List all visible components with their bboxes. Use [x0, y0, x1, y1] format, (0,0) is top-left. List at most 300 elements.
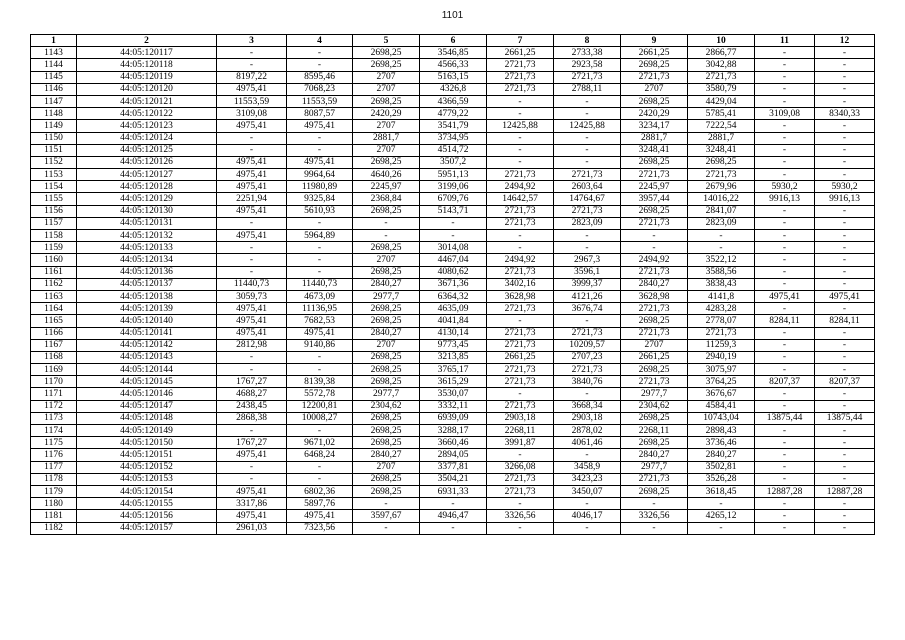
table-cell: - — [815, 449, 875, 461]
table-cell: 44:05:120125 — [77, 144, 217, 156]
table-cell: 3838,43 — [688, 278, 755, 290]
table-cell: 2881,7 — [353, 132, 420, 144]
table-cell: 2698,25 — [621, 156, 688, 168]
table-cell: 13875,44 — [815, 412, 875, 424]
table-cell: 4046,17 — [554, 510, 621, 522]
table-cell: - — [815, 522, 875, 534]
table-cell: - — [353, 217, 420, 229]
table-cell: - — [815, 47, 875, 59]
table-cell: - — [755, 169, 815, 181]
table-cell: 2661,25 — [621, 351, 688, 363]
table-cell: - — [815, 71, 875, 83]
table-cell: 3109,08 — [755, 108, 815, 120]
table-row — [31, 315, 875, 327]
table-cell: 2368,84 — [353, 193, 420, 205]
table-cell: 2707 — [353, 71, 420, 83]
table-cell: - — [815, 425, 875, 437]
table-cell: 3014,08 — [420, 242, 487, 254]
table-cell: 1156 — [31, 205, 77, 217]
table-cell: 4975,41 — [217, 315, 287, 327]
table-cell: - — [755, 156, 815, 168]
table-row — [31, 339, 875, 351]
table-cell: - — [287, 425, 353, 437]
table-row — [31, 303, 875, 315]
table-cell: 3288,17 — [420, 425, 487, 437]
table-cell: - — [755, 473, 815, 485]
table-cell: - — [815, 83, 875, 95]
table-cell: 2707,23 — [554, 351, 621, 363]
table-cell: - — [755, 400, 815, 412]
table-cell: 2698,25 — [353, 351, 420, 363]
table-cell: 10743,04 — [688, 412, 755, 424]
table-cell: 6364,32 — [420, 290, 487, 302]
table-cell: 3588,56 — [688, 266, 755, 278]
table-cell: - — [755, 461, 815, 473]
table-cell: 44:05:120129 — [77, 193, 217, 205]
table-cell: 2721,73 — [487, 327, 554, 339]
table-cell: 2866,77 — [688, 47, 755, 59]
table-cell: 2721,73 — [554, 71, 621, 83]
table-cell: 2721,73 — [487, 400, 554, 412]
table-cell: 2977,7 — [353, 290, 420, 302]
table-cell: 3957,44 — [621, 193, 688, 205]
table-cell: 44:05:120139 — [77, 303, 217, 315]
table-cell: - — [815, 59, 875, 71]
table-cell: 1177 — [31, 461, 77, 473]
column-header: 5 — [353, 35, 420, 47]
table-cell: - — [755, 230, 815, 242]
table-cell: - — [815, 473, 875, 485]
table-cell: 2698,25 — [353, 485, 420, 497]
table-cell: - — [487, 108, 554, 120]
table-cell: 44:05:120151 — [77, 449, 217, 461]
table-cell: 3676,74 — [554, 303, 621, 315]
table-cell: 2841,07 — [688, 205, 755, 217]
table-cell: 11553,59 — [287, 95, 353, 107]
table-cell: - — [554, 95, 621, 107]
table-cell: - — [688, 522, 755, 534]
table-cell: 44:05:120155 — [77, 498, 217, 510]
table-cell: 2661,25 — [487, 47, 554, 59]
column-header: 10 — [688, 35, 755, 47]
table-cell: - — [487, 156, 554, 168]
table-cell: 2721,73 — [487, 266, 554, 278]
table-cell: 4975,41 — [217, 169, 287, 181]
table-cell: 8139,38 — [287, 376, 353, 388]
table-cell: - — [815, 339, 875, 351]
table-cell: 1182 — [31, 522, 77, 534]
table-cell: 3618,45 — [688, 485, 755, 497]
table-cell: 3248,41 — [688, 144, 755, 156]
table-cell: 3450,07 — [554, 485, 621, 497]
table-cell: 44:05:120140 — [77, 315, 217, 327]
table-cell: 44:05:120148 — [77, 412, 217, 424]
table-cell: 12425,88 — [554, 120, 621, 132]
table-cell: 3765,17 — [420, 364, 487, 376]
table-cell: 1149 — [31, 120, 77, 132]
table-body — [31, 47, 875, 535]
table-cell: 44:05:120152 — [77, 461, 217, 473]
table-cell: 10209,57 — [554, 339, 621, 351]
table-cell: 4779,22 — [420, 108, 487, 120]
table-cell: 2721,73 — [554, 327, 621, 339]
table-cell: 8284,11 — [815, 315, 875, 327]
table-cell: 2698,25 — [353, 364, 420, 376]
table-cell: 44:05:120123 — [77, 120, 217, 132]
table-cell: 2661,25 — [487, 351, 554, 363]
table-cell: - — [815, 205, 875, 217]
table-row — [31, 47, 875, 59]
table-cell: - — [554, 230, 621, 242]
table-cell: 8207,37 — [755, 376, 815, 388]
table-cell: 44:05:120137 — [77, 278, 217, 290]
table-cell: - — [815, 388, 875, 400]
table-cell: 2898,43 — [688, 425, 755, 437]
table-cell: 2679,96 — [688, 181, 755, 193]
header-row — [31, 35, 875, 47]
table-row — [31, 437, 875, 449]
table-cell: 44:05:120147 — [77, 400, 217, 412]
table-cell: 44:05:120119 — [77, 71, 217, 83]
table-cell: - — [755, 47, 815, 59]
table-cell: 2420,29 — [621, 108, 688, 120]
table-cell: 13875,44 — [755, 412, 815, 424]
table-cell: 1175 — [31, 437, 77, 449]
table-cell: - — [755, 510, 815, 522]
table-cell: 14016,22 — [688, 193, 755, 205]
table-cell: 3059,73 — [217, 290, 287, 302]
table-cell: 2923,58 — [554, 59, 621, 71]
table-cell: 2698,25 — [688, 156, 755, 168]
table-cell: 2721,73 — [621, 169, 688, 181]
table-cell: 2840,27 — [353, 449, 420, 461]
table-cell: 4975,41 — [287, 327, 353, 339]
table-cell: 44:05:120118 — [77, 59, 217, 71]
table-cell: - — [755, 351, 815, 363]
table-cell: - — [353, 498, 420, 510]
table-cell: - — [287, 364, 353, 376]
table-cell: 44:05:120154 — [77, 485, 217, 497]
table-cell: - — [815, 169, 875, 181]
table-cell: - — [554, 132, 621, 144]
table-cell: 2721,73 — [554, 364, 621, 376]
table-cell: 4566,33 — [420, 59, 487, 71]
column-header: 9 — [621, 35, 688, 47]
table-cell: 2840,27 — [353, 327, 420, 339]
table-cell: 2698,25 — [353, 242, 420, 254]
table-cell: - — [815, 266, 875, 278]
table-cell: 1145 — [31, 71, 77, 83]
table-cell: 12425,88 — [487, 120, 554, 132]
table-cell: - — [217, 351, 287, 363]
table-cell: 4061,46 — [554, 437, 621, 449]
table-cell: 2868,38 — [217, 412, 287, 424]
table-row — [31, 522, 875, 534]
table-cell: 44:05:120141 — [77, 327, 217, 339]
table-cell: 3541,79 — [420, 120, 487, 132]
table-cell: - — [755, 59, 815, 71]
table-cell: - — [755, 425, 815, 437]
table-cell: 4514,72 — [420, 144, 487, 156]
table-cell: 2721,73 — [487, 83, 554, 95]
table-cell: - — [217, 242, 287, 254]
table-cell: 4975,41 — [287, 156, 353, 168]
table-cell: 2721,73 — [554, 169, 621, 181]
table-cell: - — [217, 425, 287, 437]
table-cell: 3326,56 — [487, 510, 554, 522]
table-cell: 3999,37 — [554, 278, 621, 290]
table-cell: 2698,25 — [621, 205, 688, 217]
table-row — [31, 364, 875, 376]
table-cell: - — [554, 242, 621, 254]
table-row — [31, 230, 875, 242]
table-cell: - — [755, 498, 815, 510]
table-cell: 9916,13 — [755, 193, 815, 205]
table-cell: 44:05:120144 — [77, 364, 217, 376]
table-cell: 10008,27 — [287, 412, 353, 424]
table-cell: - — [554, 156, 621, 168]
table-cell: 9916,13 — [815, 193, 875, 205]
table-cell: 3628,98 — [487, 290, 554, 302]
table-cell: 11440,73 — [287, 278, 353, 290]
table-cell: 9325,84 — [287, 193, 353, 205]
table-cell: - — [815, 230, 875, 242]
table-cell: 2721,73 — [688, 169, 755, 181]
table-cell: 4688,27 — [217, 388, 287, 400]
table-cell: 1170 — [31, 376, 77, 388]
table-cell: - — [217, 47, 287, 59]
table-row — [31, 266, 875, 278]
table-cell: - — [815, 351, 875, 363]
table-row — [31, 388, 875, 400]
table-cell: - — [755, 83, 815, 95]
table-cell: 3332,11 — [420, 400, 487, 412]
table-cell: 7222,54 — [688, 120, 755, 132]
table-cell: 3615,29 — [420, 376, 487, 388]
table-cell: - — [554, 388, 621, 400]
table-cell: 4975,41 — [815, 290, 875, 302]
table-cell: - — [554, 522, 621, 534]
table-cell: 3377,81 — [420, 461, 487, 473]
column-header: 7 — [487, 35, 554, 47]
table-cell: 4975,41 — [217, 205, 287, 217]
table-cell: 1152 — [31, 156, 77, 168]
table-cell: 4975,41 — [217, 485, 287, 497]
table-cell: - — [420, 522, 487, 534]
table-cell: - — [755, 327, 815, 339]
table-cell: 11553,59 — [217, 95, 287, 107]
table-cell: 1167 — [31, 339, 77, 351]
table-cell: 2438,45 — [217, 400, 287, 412]
table-cell: 2721,73 — [487, 473, 554, 485]
table-cell: 6802,36 — [287, 485, 353, 497]
table-cell: 4975,41 — [287, 510, 353, 522]
table-cell: 2721,73 — [487, 217, 554, 229]
table-cell: 1154 — [31, 181, 77, 193]
table-cell: 1172 — [31, 400, 77, 412]
table-cell: - — [815, 217, 875, 229]
table-cell: 7323,56 — [287, 522, 353, 534]
table-row — [31, 498, 875, 510]
table-cell: 44:05:120156 — [77, 510, 217, 522]
table-cell: - — [815, 156, 875, 168]
table-cell: 5930,2 — [815, 181, 875, 193]
table-row — [31, 132, 875, 144]
table-cell: 6709,76 — [420, 193, 487, 205]
table-cell: - — [815, 278, 875, 290]
table-cell: - — [621, 498, 688, 510]
table-cell: 11440,73 — [217, 278, 287, 290]
table-cell: 3502,81 — [688, 461, 755, 473]
table-cell: - — [815, 303, 875, 315]
table-cell: 2707 — [353, 83, 420, 95]
table-cell: 2721,73 — [487, 303, 554, 315]
table-cell: 9671,02 — [287, 437, 353, 449]
table-cell: 4429,04 — [688, 95, 755, 107]
table-cell: 2840,27 — [621, 449, 688, 461]
table-cell: 1163 — [31, 290, 77, 302]
table-cell: 3991,87 — [487, 437, 554, 449]
table-cell: 2698,25 — [621, 59, 688, 71]
table-row — [31, 327, 875, 339]
table-row — [31, 473, 875, 485]
table-cell: - — [487, 498, 554, 510]
table-cell: 2903,18 — [554, 412, 621, 424]
table-cell: 1159 — [31, 242, 77, 254]
table-cell: - — [420, 230, 487, 242]
table-row — [31, 425, 875, 437]
table-cell: - — [217, 144, 287, 156]
table-cell: 2494,92 — [487, 254, 554, 266]
table-cell: - — [287, 266, 353, 278]
table-cell: 8197,22 — [217, 71, 287, 83]
table-cell: 2881,7 — [688, 132, 755, 144]
table-cell: - — [755, 132, 815, 144]
data-table — [30, 34, 875, 535]
table-cell: 1151 — [31, 144, 77, 156]
table-cell: 2840,27 — [621, 278, 688, 290]
table-cell: 2903,18 — [487, 412, 554, 424]
table-cell: - — [554, 144, 621, 156]
table-cell: - — [487, 95, 554, 107]
table-cell: 4975,41 — [755, 290, 815, 302]
table-cell: 2788,11 — [554, 83, 621, 95]
table-cell: 2721,73 — [487, 71, 554, 83]
table-cell: 1180 — [31, 498, 77, 510]
table-cell: - — [755, 144, 815, 156]
table-row — [31, 254, 875, 266]
table-cell: 3660,46 — [420, 437, 487, 449]
table-cell: - — [815, 400, 875, 412]
table-cell: 2894,05 — [420, 449, 487, 461]
table-cell: 3671,36 — [420, 278, 487, 290]
table-cell: 3507,2 — [420, 156, 487, 168]
table-cell: - — [815, 144, 875, 156]
table-cell: 1767,27 — [217, 437, 287, 449]
table-cell: 4975,41 — [217, 230, 287, 242]
table-row — [31, 181, 875, 193]
table-cell: - — [755, 217, 815, 229]
table-cell: - — [755, 364, 815, 376]
table-row — [31, 71, 875, 83]
table-cell: 4975,41 — [217, 181, 287, 193]
table-cell: 1161 — [31, 266, 77, 278]
table-cell: 2840,27 — [688, 449, 755, 461]
table-cell: 1157 — [31, 217, 77, 229]
table-cell: - — [217, 254, 287, 266]
table-cell: 4635,09 — [420, 303, 487, 315]
table-cell: 3840,76 — [554, 376, 621, 388]
table-cell: 5897,76 — [287, 498, 353, 510]
table-row — [31, 400, 875, 412]
table-cell: 5930,2 — [755, 181, 815, 193]
table-cell: 4326,8 — [420, 83, 487, 95]
table-cell: 2707 — [353, 461, 420, 473]
table-cell: - — [815, 461, 875, 473]
table-cell: 3530,07 — [420, 388, 487, 400]
table-cell: 2698,25 — [621, 437, 688, 449]
table-cell: 1171 — [31, 388, 77, 400]
table-cell: - — [487, 522, 554, 534]
table-cell: - — [815, 95, 875, 107]
table-cell: 3676,67 — [688, 388, 755, 400]
table-cell: 5143,71 — [420, 205, 487, 217]
table-cell: - — [554, 498, 621, 510]
table-row — [31, 144, 875, 156]
table-cell: - — [815, 327, 875, 339]
table-cell: 2812,98 — [217, 339, 287, 351]
table-cell: 2961,03 — [217, 522, 287, 534]
table-cell: - — [287, 217, 353, 229]
table-cell: - — [688, 242, 755, 254]
table-cell: - — [287, 59, 353, 71]
table-cell: 2698,25 — [621, 412, 688, 424]
table-cell: 2494,92 — [621, 254, 688, 266]
table-cell: 3764,25 — [688, 376, 755, 388]
table-cell: - — [815, 364, 875, 376]
table-cell: - — [621, 522, 688, 534]
table-cell: - — [287, 351, 353, 363]
table-cell: 2967,3 — [554, 254, 621, 266]
table-cell: 44:05:120142 — [77, 339, 217, 351]
table-cell: 4141,8 — [688, 290, 755, 302]
table-cell: - — [487, 132, 554, 144]
table-cell: - — [755, 95, 815, 107]
column-header: 1 — [31, 35, 77, 47]
table-cell: - — [554, 449, 621, 461]
table-cell: 2721,73 — [487, 376, 554, 388]
table-cell: 2721,73 — [487, 205, 554, 217]
table-cell: 4975,41 — [287, 120, 353, 132]
table-cell: - — [815, 242, 875, 254]
table-cell: 5951,13 — [420, 169, 487, 181]
table-row — [31, 120, 875, 132]
table-cell: - — [217, 132, 287, 144]
table-cell: 2698,25 — [353, 303, 420, 315]
table-cell: 1147 — [31, 95, 77, 107]
table-cell: 3668,34 — [554, 400, 621, 412]
table-cell: 2707 — [353, 144, 420, 156]
table-cell: 44:05:120130 — [77, 205, 217, 217]
table-cell: - — [755, 449, 815, 461]
table-cell: 7682,53 — [287, 315, 353, 327]
table-row — [31, 169, 875, 181]
table-cell: 3109,08 — [217, 108, 287, 120]
table-cell: 7068,23 — [287, 83, 353, 95]
table-cell: - — [287, 254, 353, 266]
table-cell: 4975,41 — [217, 83, 287, 95]
table-cell: 4975,41 — [217, 156, 287, 168]
